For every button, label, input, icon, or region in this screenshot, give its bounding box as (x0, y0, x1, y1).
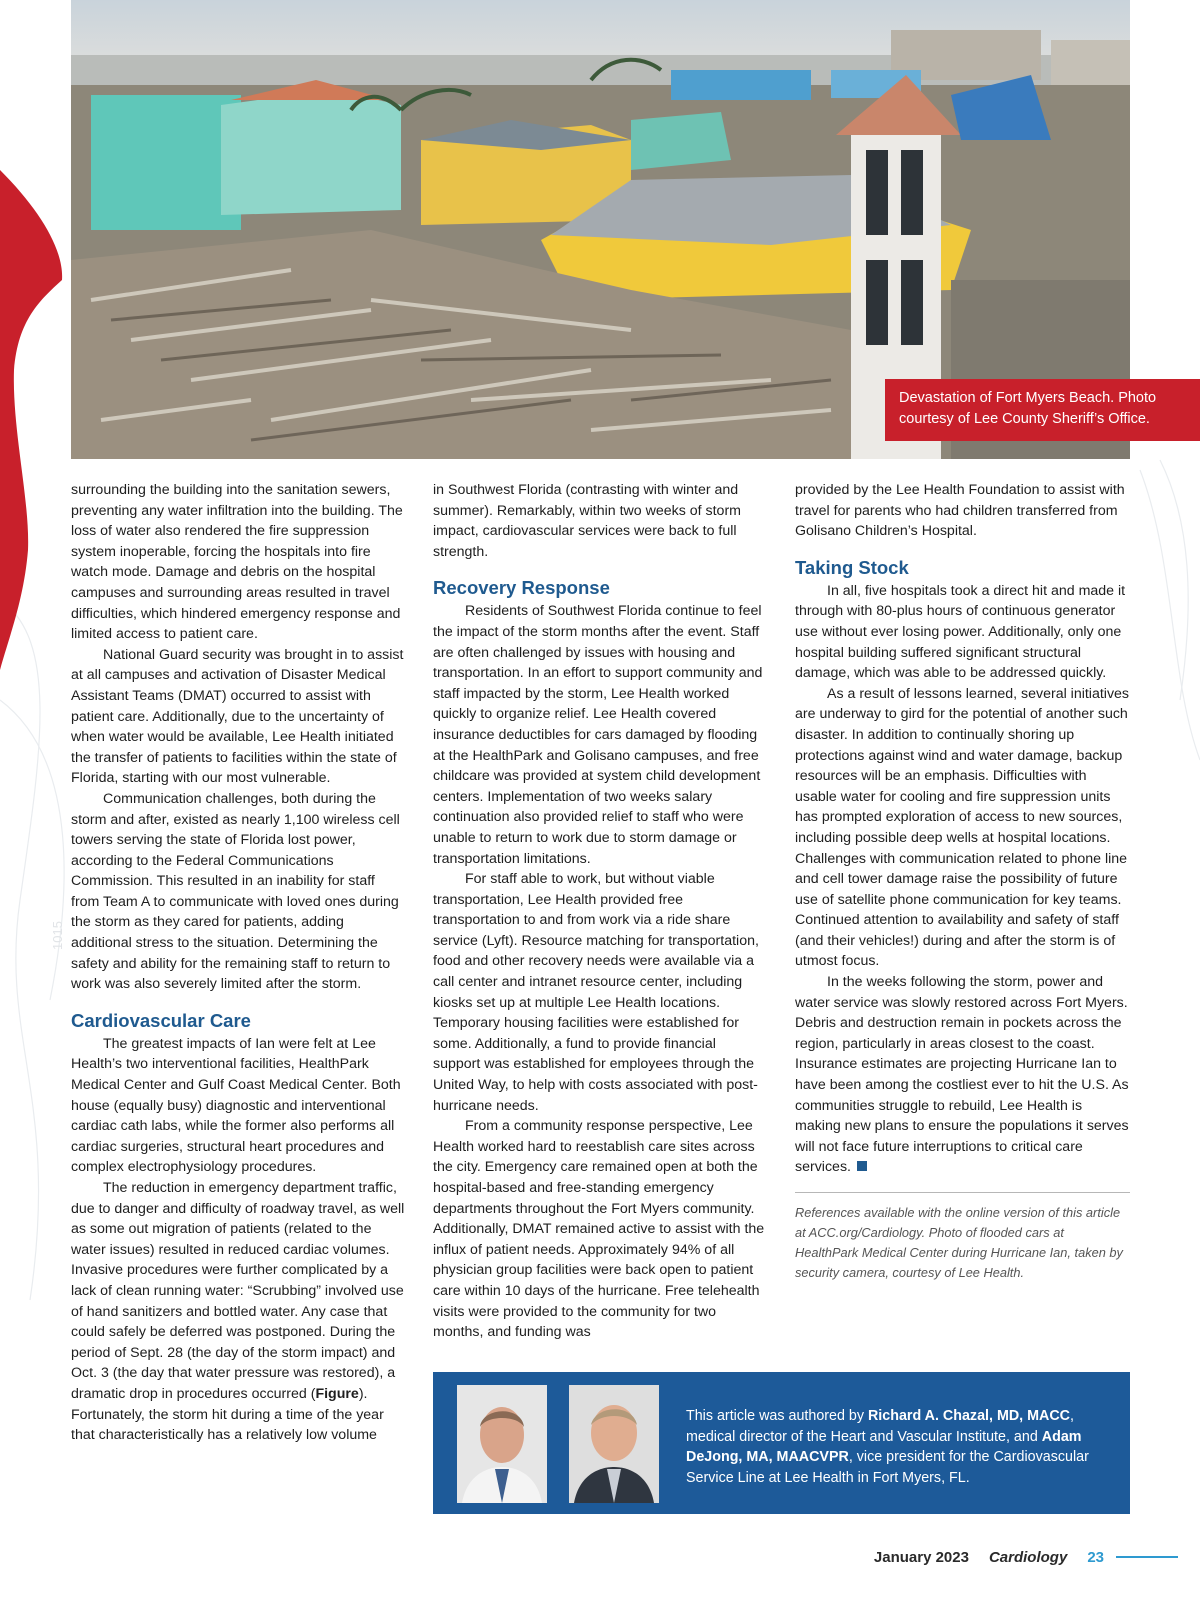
paragraph: Communication challenges, both during the storm and after, existed as nearly 1,100 wireless cell towers serving the state of Florida lost power, according to the Federal Communications Commission. This resulted in an inability for staff from Team A to communicate with loved ones during the storm as they cared for patients, adding additional stress to the situation. Determining the safety and ability for the remaining staff to return to work was also severely limited after the storm. (71, 790, 400, 993)
watermark-number: 1015 (50, 921, 65, 950)
paragraph: National Guard security was brought in to assist at all campuses and activation of Disaster Medical Assistant Teams (DMAT) occurred to assist with patient care. Additionally, due to the uncertainty of when water would be available, Lee Health initiated the transfer of patients to facilities within the state of Florida, starting with our most vulnerable. (71, 646, 404, 787)
credit-text: This article was authored by (686, 1408, 868, 1424)
issue-date: January 2023 (873, 1548, 969, 1566)
section-heading-taking-stock: Taking Stock (795, 556, 909, 578)
references-note: References available with the online version of this article at ACC.org/Cardiology. Photo of flooded cars at HealthPark Medical Center during Hurricane Ian, taken by security camera, courtesy of Lee Health. (795, 1205, 1123, 1280)
credit-text: , medical director of the Heart and Vascular Institute, and (686, 1408, 1074, 1445)
paragraph: As a result of lessons learned, several initiatives are underway to gird for the potential of another such disaster. In addition to continually shoring up protections against wind and water damage, backup resources will be an emphasis. Difficulties with usable water for cooling and fire suppression units has prompted exploration of access to new sources, including possible deep wells at hospital locations. Challenges with communication related to phone line and cell tower damage raise the possibility of future use of satellite phone communication for key teams. Continued attention to availability and safety of staff (and their vehicles!) during and after the storm is of utmost focus. (795, 685, 1130, 970)
section-heading-recovery-response: Recovery Response (433, 577, 610, 599)
paragraph (71, 1178, 405, 1446)
text-column-1 (71, 480, 405, 1446)
author-credit (686, 1406, 1106, 1488)
author-name: Adam DeJong, MA, MAACVPR (686, 1428, 1082, 1466)
section-heading-cardiovascular-care: Cardiovascular Care (71, 1009, 251, 1031)
text-column-3 (795, 480, 1130, 1283)
paragraph-text: The reduction in emergency department traffic, due to danger and difficulty of roadway travel, as well as some out migration of patients (related to the water issues) resulted in reduced cardiac volumes. Invasive procedures were further complicated by a lack of clean running water: “Scrubbing” involved use of hand sanitizers and bottled water. Any case that could safely be deferred was postponed. During the period of Sept. 28 (the day of the storm impact) and Oct. 3 (the day that water pressure was restored), a dramatic drop in procedures occurred ( (71, 1180, 405, 1402)
author-photo-chazal (457, 1385, 547, 1503)
paragraph (795, 972, 1130, 1178)
figure-reference: Figure (315, 1385, 359, 1402)
credit-text: , vice president for the Cardiovascular Service Line at Lee Health in Fort Myers, FL. (686, 1449, 1089, 1486)
paragraph: in Southwest Florida (contrasting with winter and summer). Remarkably, within two weeks of storm impact, cardiovascular services were back to full strength. (433, 482, 741, 560)
paragraph-text: ). Fortunately, the storm hit during a time of the year that characteristically has a relatively low volume (71, 1385, 384, 1444)
page-footer (874, 1545, 1178, 1569)
magazine-name: Cardiology (988, 1548, 1068, 1566)
divider (795, 1192, 1130, 1193)
page-number: 23 (1087, 1548, 1104, 1566)
paragraph-text: In the weeks following the storm, power and water service was slowly restored across Fort Myers. Debris and destruction remain in pockets across the region, particularly in areas closest to the coast. Insurance estimates are projecting Hurricane Ian to have been among the costliest ever to hit the U.S. As communities struggle to rebuild, Lee Health is making new plans to ensure the populations it serves will not face future interruptions to critical care services. (795, 974, 1129, 1176)
portrait-photo (569, 1385, 659, 1503)
author-box (433, 1372, 1130, 1514)
end-of-article-mark (857, 1161, 867, 1171)
portrait-photo (457, 1385, 547, 1503)
paragraph: surrounding the building into the sanitation sewers, preventing any water infiltration into the building. The loss of water also rendered the fire suppression system inoperable, forcing the hospitals into fire watch mode. Damage and debris on the hospital campuses and surrounding areas resulted in travel difficulties, which hindered emergency response and limited access to patient care. (71, 482, 403, 643)
paragraph: Residents of Southwest Florida continue to feel the impact of the storm months after the event. Staff are often challenged by issues with housing and transportation. In an effort to support community and staff impacted by the storm, Lee Health worked quickly to organize relief. Lee Health covered insurance deductibles for cars damaged by flooding at the HealthPark and Golisano campuses, and free childcare was provided at system child development centers. Implementation of two weeks salary continuation also provided relief to staff who were unable to return to work due to storm damage or transportation limitations. (433, 603, 763, 867)
paragraph: For staff able to work, but without viable transportation, Lee Health provided free transportation to and from work via a ride share service (Lyft). Resource matching for transportation, food and other recovery needs were available via a call center and intranet resource center, including kiosks set up at multiple Lee Health locations. Temporary housing facilities were established for some. Additionally, a fund to provide financial support was established for employees through the United Way, to help with costs associated with post-hurricane needs. (433, 871, 759, 1114)
red-swoosh-decoration (0, 170, 64, 670)
text-column-2 (433, 480, 767, 1343)
footer-rule (1116, 1556, 1178, 1558)
paragraph: The greatest impacts of Ian were felt at Lee Health’s two interventional facilities, HealthPark Medical Center and Gulf Coast Medical Center. Both house (equally busy) diagnostic and interventional cardiac cath labs, while the former also performs all cardiac surgeries, structural heart procedures and complex electrophysiology procedures. (71, 1035, 401, 1176)
photo-caption: Devastation of Fort Myers Beach. Photo courtesy of Lee County Sheriff’s Office. (885, 379, 1200, 441)
author-photo-dejong (569, 1385, 659, 1503)
author-name: Richard A. Chazal, MD, MACC (867, 1408, 1071, 1424)
paragraph: provided by the Lee Health Foundation to assist with travel for parents who had children transferred from Golisano Children’s Hospital. (795, 482, 1125, 540)
paragraph: From a community response perspective, Lee Health worked hard to reestablish care sites across the city. Emergency care remained open at both the hospital-based and free-standing emergency departments throughout the Fort Myers community. Additionally, DMAT remained active to assist with the influx of patient needs. Approximately 94% of all physician group facilities were back open to patient care within 10 days of the hurricane. Free telehealth visits were provided to the community for two months, and funding was (433, 1118, 765, 1341)
paragraph: In all, five hospitals took a direct hit and made it through with 80-plus hours of continuous generator use without ever losing power. Additionally, only one hospital building suffered significant structural damage, which was able to be addressed quickly. (795, 582, 1126, 682)
